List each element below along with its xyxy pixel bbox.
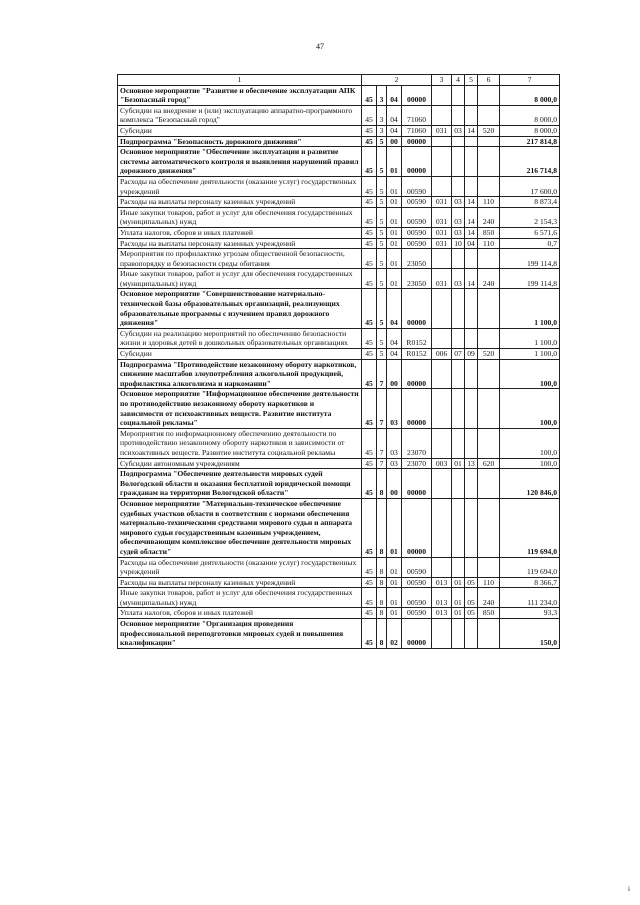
program-code-cell: 45	[362, 125, 377, 136]
subprogram-code-cell: 5	[377, 238, 387, 249]
amount-cell: 100,0	[500, 359, 560, 389]
amount-cell: 8 873,4	[500, 197, 560, 208]
department-cell	[432, 557, 452, 577]
row-name-cell: Подпрограмма "Безопасность дорожного движения"	[118, 136, 362, 147]
amount-cell: 100,0	[500, 428, 560, 458]
subsection-cell	[465, 328, 478, 348]
subsection-cell: 05	[465, 577, 478, 588]
activity-code-cell: 04	[387, 125, 402, 136]
subprogram-code-cell: 8	[377, 619, 387, 649]
expense-type-cell	[478, 498, 500, 557]
direction-code-cell: 00590	[402, 197, 432, 208]
subprogram-code-cell: 5	[377, 197, 387, 208]
direction-code-cell: 71060	[402, 105, 432, 125]
direction-code-cell: 00000	[402, 147, 432, 177]
section-cell: 03	[452, 207, 465, 227]
department-cell: 013	[432, 577, 452, 588]
subprogram-code-cell: 5	[377, 328, 387, 348]
program-code-cell: 45	[362, 588, 377, 608]
subprogram-code-cell: 5	[377, 269, 387, 289]
row-name-cell: Расходы на выплаты персоналу казенных учреждений	[118, 238, 362, 249]
table-row	[118, 269, 560, 289]
subprogram-code-cell: 3	[377, 85, 387, 105]
table-row	[118, 498, 560, 557]
direction-code-cell: 23070	[402, 428, 432, 458]
row-name-cell: Уплата налогов, сборов и иных платежей	[118, 227, 362, 238]
table-row	[118, 85, 560, 105]
direction-code-cell: 00590	[402, 577, 432, 588]
section-cell	[452, 85, 465, 105]
expense-type-cell: 110	[478, 197, 500, 208]
department-cell	[432, 147, 452, 177]
section-cell: 01	[452, 608, 465, 619]
activity-code-cell: 01	[387, 176, 402, 196]
activity-code-cell: 04	[387, 105, 402, 125]
row-name-cell: Уплата налогов, сборов и иных платежей	[118, 608, 362, 619]
subprogram-code-cell: 7	[377, 428, 387, 458]
table-row	[118, 328, 560, 348]
amount-cell: 1 100,0	[500, 349, 560, 360]
subsection-cell: 09	[465, 349, 478, 360]
department-cell: 013	[432, 588, 452, 608]
amount-cell: 217 814,8	[500, 136, 560, 147]
header-col-2: 2	[362, 75, 432, 86]
subprogram-code-cell: 5	[377, 176, 387, 196]
table-row	[118, 249, 560, 269]
program-code-cell: 45	[362, 498, 377, 557]
activity-code-cell: 02	[387, 619, 402, 649]
subprogram-code-cell: 8	[377, 577, 387, 588]
program-code-cell: 45	[362, 269, 377, 289]
direction-code-cell: R0152	[402, 328, 432, 348]
expense-type-cell	[478, 469, 500, 499]
expense-type-cell: 850	[478, 227, 500, 238]
table-row	[118, 197, 560, 208]
subprogram-code-cell: 7	[377, 458, 387, 469]
section-cell	[452, 105, 465, 125]
department-cell	[432, 619, 452, 649]
section-cell: 01	[452, 577, 465, 588]
department-cell	[432, 176, 452, 196]
subprogram-code-cell: 3	[377, 105, 387, 125]
header-col-7: 7	[500, 75, 560, 86]
direction-code-cell: 00590	[402, 176, 432, 196]
page-number: 47	[316, 42, 324, 51]
amount-cell: 216 714,8	[500, 147, 560, 177]
row-name-cell: Субсидии автономным учреждениям	[118, 458, 362, 469]
row-name-cell: Иные закупки товаров, работ и услуг для обеспечения государственных (муниципальных) нужд	[118, 207, 362, 227]
amount-cell: 1 100,0	[500, 328, 560, 348]
program-code-cell: 45	[362, 359, 377, 389]
expense-type-cell: 240	[478, 588, 500, 608]
expense-type-cell: 240	[478, 207, 500, 227]
table-row	[118, 588, 560, 608]
direction-code-cell: 00000	[402, 619, 432, 649]
row-name-cell: Субсидии на внедрение и (или) эксплуатацию аппаратно-программного комплекса "Безопасный город"	[118, 105, 362, 125]
subsection-cell: 05	[465, 588, 478, 608]
subsection-cell	[465, 428, 478, 458]
table-row	[118, 136, 560, 147]
section-cell	[452, 136, 465, 147]
subsection-cell	[465, 498, 478, 557]
department-cell	[432, 428, 452, 458]
table-body	[118, 85, 560, 648]
row-name-cell: Основное мероприятие "Развитие и обеспечение эксплуатации АПК "Безопасный город"	[118, 85, 362, 105]
row-name-cell: Мероприятия по профилактике угрозам общественной безопасности, правопорядку и безопасности среды обитания	[118, 249, 362, 269]
section-cell: 03	[452, 197, 465, 208]
expense-type-cell	[478, 428, 500, 458]
amount-cell: 0,7	[500, 238, 560, 249]
expense-type-cell	[478, 289, 500, 328]
subsection-cell	[465, 147, 478, 177]
subsection-cell	[465, 136, 478, 147]
expense-type-cell	[478, 557, 500, 577]
program-code-cell: 45	[362, 227, 377, 238]
header-col-1: 1	[118, 75, 362, 86]
section-cell	[452, 328, 465, 348]
table-row	[118, 428, 560, 458]
section-cell	[452, 557, 465, 577]
department-cell	[432, 498, 452, 557]
subprogram-code-cell: 3	[377, 125, 387, 136]
section-cell: 01	[452, 588, 465, 608]
activity-code-cell: 03	[387, 389, 402, 428]
expense-type-cell	[478, 105, 500, 125]
program-code-cell: 45	[362, 147, 377, 177]
program-code-cell: 45	[362, 428, 377, 458]
activity-code-cell: 00	[387, 469, 402, 499]
direction-code-cell: 00000	[402, 289, 432, 328]
department-cell: 031	[432, 207, 452, 227]
activity-code-cell: 01	[387, 557, 402, 577]
program-code-cell: 45	[362, 238, 377, 249]
expense-type-cell	[478, 328, 500, 348]
subprogram-code-cell: 8	[377, 469, 387, 499]
table-row	[118, 125, 560, 136]
amount-cell: 199 114,8	[500, 249, 560, 269]
activity-code-cell: 01	[387, 227, 402, 238]
amount-cell: 119 694,0	[500, 498, 560, 557]
section-cell	[452, 469, 465, 499]
section-cell	[452, 249, 465, 269]
subsection-cell: 14	[465, 227, 478, 238]
expense-type-cell	[478, 147, 500, 177]
row-name-cell: Субсидии на реализацию мероприятий по обеспечению безопасности жизни и здоровья детей в дошкольных образовательных организациях	[118, 328, 362, 348]
subsection-cell	[465, 85, 478, 105]
expense-type-cell	[478, 176, 500, 196]
direction-code-cell: 23070	[402, 458, 432, 469]
row-name-cell: Основное мероприятие "Совершенствование материально-технической базы образовательных организаций, реализующих образовательные программы с изучением правил дорожного движения"	[118, 289, 362, 328]
direction-code-cell: 00590	[402, 227, 432, 238]
expense-type-cell: 110	[478, 577, 500, 588]
header-row	[118, 75, 560, 86]
subsection-cell: 14	[465, 269, 478, 289]
amount-cell: 8 000,0	[500, 85, 560, 105]
row-name-cell: Основное мероприятие "Материально-техническое обеспечение судебных участков области в соответствии с нормами обеспечения материально-техническими средствами мирового судьи и аппарата мирового судьи государственным казенным учреждением, обеспечивающим комплексное обеспечение деятельности мировых судей области"	[118, 498, 362, 557]
section-cell	[452, 289, 465, 328]
program-code-cell: 45	[362, 577, 377, 588]
expense-type-cell	[478, 249, 500, 269]
table-row	[118, 238, 560, 249]
subsection-cell	[465, 289, 478, 328]
subsection-cell: 04	[465, 238, 478, 249]
amount-cell: 17 600,0	[500, 176, 560, 196]
row-name-cell: Расходы на обеспечение деятельности (оказание услуг) государственных учреждений	[118, 557, 362, 577]
direction-code-cell: 00590	[402, 608, 432, 619]
department-cell	[432, 359, 452, 389]
expense-type-cell	[478, 136, 500, 147]
subprogram-code-cell: 5	[377, 249, 387, 269]
direction-code-cell: 71060	[402, 125, 432, 136]
subsection-cell	[465, 557, 478, 577]
subprogram-code-cell: 5	[377, 289, 387, 328]
program-code-cell: 45	[362, 207, 377, 227]
amount-cell: 8 000,0	[500, 105, 560, 125]
subsection-cell: 14	[465, 125, 478, 136]
department-cell: 013	[432, 608, 452, 619]
activity-code-cell: 04	[387, 328, 402, 348]
direction-code-cell: 23050	[402, 269, 432, 289]
table-row	[118, 207, 560, 227]
subsection-cell	[465, 389, 478, 428]
subsection-cell	[465, 249, 478, 269]
subsection-cell: 13	[465, 458, 478, 469]
table-row	[118, 349, 560, 360]
table-row	[118, 469, 560, 499]
subprogram-code-cell: 8	[377, 498, 387, 557]
subsection-cell	[465, 469, 478, 499]
program-code-cell: 45	[362, 105, 377, 125]
amount-cell: 1 100,0	[500, 289, 560, 328]
program-code-cell: 45	[362, 176, 377, 196]
department-cell: 003	[432, 458, 452, 469]
subprogram-code-cell: 5	[377, 207, 387, 227]
section-cell	[452, 147, 465, 177]
section-cell	[452, 359, 465, 389]
amount-cell: 8 000,0	[500, 125, 560, 136]
table-row	[118, 176, 560, 196]
expense-type-cell: 620	[478, 458, 500, 469]
activity-code-cell: 04	[387, 85, 402, 105]
program-code-cell: 45	[362, 249, 377, 269]
activity-code-cell: 01	[387, 608, 402, 619]
subsection-cell: 14	[465, 207, 478, 227]
direction-code-cell: 00000	[402, 85, 432, 105]
amount-cell: 111 234,0	[500, 588, 560, 608]
subprogram-code-cell: 5	[377, 349, 387, 360]
amount-cell: 199 114,8	[500, 269, 560, 289]
program-code-cell: 45	[362, 349, 377, 360]
amount-cell: 8 366,7	[500, 577, 560, 588]
section-cell: 03	[452, 227, 465, 238]
program-code-cell: 45	[362, 289, 377, 328]
expense-type-cell: 520	[478, 125, 500, 136]
program-code-cell: 45	[362, 469, 377, 499]
header-col-5: 5	[465, 75, 478, 86]
activity-code-cell: 03	[387, 458, 402, 469]
row-name-cell: Иные закупки товаров, работ и услуг для обеспечения государственных (муниципальных) нужд	[118, 588, 362, 608]
subprogram-code-cell: 7	[377, 359, 387, 389]
department-cell	[432, 249, 452, 269]
row-name-cell: Иные закупки товаров, работ и услуг для обеспечения государственных (муниципальных) нужд	[118, 269, 362, 289]
subsection-cell	[465, 176, 478, 196]
program-code-cell: 45	[362, 619, 377, 649]
department-cell: 031	[432, 125, 452, 136]
table-row	[118, 458, 560, 469]
amount-cell: 150,0	[500, 619, 560, 649]
subprogram-code-cell: 8	[377, 557, 387, 577]
subprogram-code-cell: 5	[377, 136, 387, 147]
subsection-cell: 14	[465, 197, 478, 208]
activity-code-cell: 01	[387, 197, 402, 208]
section-cell: 10	[452, 238, 465, 249]
activity-code-cell: 04	[387, 289, 402, 328]
subsection-cell: 05	[465, 608, 478, 619]
department-cell: 031	[432, 269, 452, 289]
program-code-cell: 45	[362, 328, 377, 348]
department-cell	[432, 85, 452, 105]
row-name-cell: Субсидии	[118, 125, 362, 136]
section-cell	[452, 498, 465, 557]
subprogram-code-cell: 5	[377, 147, 387, 177]
department-cell: 031	[432, 227, 452, 238]
activity-code-cell: 04	[387, 349, 402, 360]
amount-cell: 119 694,0	[500, 557, 560, 577]
table-row	[118, 557, 560, 577]
program-code-cell: 45	[362, 458, 377, 469]
department-cell	[432, 328, 452, 348]
direction-code-cell: 00000	[402, 136, 432, 147]
activity-code-cell: 01	[387, 147, 402, 177]
direction-code-cell: 00590	[402, 207, 432, 227]
expense-type-cell: 110	[478, 238, 500, 249]
table-row	[118, 105, 560, 125]
page-tail-mark: i	[628, 885, 630, 893]
direction-code-cell: 00590	[402, 588, 432, 608]
amount-cell: 2 154,3	[500, 207, 560, 227]
program-code-cell: 45	[362, 557, 377, 577]
table-row	[118, 289, 560, 328]
activity-code-cell: 01	[387, 238, 402, 249]
row-name-cell: Расходы на выплаты персоналу казенных учреждений	[118, 197, 362, 208]
activity-code-cell: 01	[387, 588, 402, 608]
activity-code-cell: 01	[387, 498, 402, 557]
subprogram-code-cell: 8	[377, 608, 387, 619]
direction-code-cell: 00590	[402, 557, 432, 577]
subprogram-code-cell: 7	[377, 389, 387, 428]
expense-type-cell: 240	[478, 269, 500, 289]
direction-code-cell: 23050	[402, 249, 432, 269]
budget-table-container	[117, 74, 559, 649]
department-cell	[432, 105, 452, 125]
activity-code-cell: 00	[387, 359, 402, 389]
department-cell: 031	[432, 238, 452, 249]
department-cell	[432, 136, 452, 147]
table-row	[118, 147, 560, 177]
table-row	[118, 619, 560, 649]
amount-cell: 100,0	[500, 389, 560, 428]
budget-table	[117, 74, 560, 649]
subsection-cell	[465, 619, 478, 649]
subsection-cell	[465, 105, 478, 125]
subprogram-code-cell: 5	[377, 227, 387, 238]
row-name-cell: Подпрограмма "Обеспечение деятельности мировых судей Вологодской области и оказания бесплатной юридической помощи гражданам на территории Вологодской области"	[118, 469, 362, 499]
section-cell	[452, 389, 465, 428]
amount-cell: 6 571,6	[500, 227, 560, 238]
table-row	[118, 359, 560, 389]
program-code-cell: 45	[362, 197, 377, 208]
subprogram-code-cell: 8	[377, 588, 387, 608]
row-name-cell: Мероприятия по информационному обеспечению деятельности по противодействию незаконному обороту наркотиков и зависимости от психоактивных веществ. Развитие института социальной рекламы	[118, 428, 362, 458]
section-cell: 01	[452, 458, 465, 469]
row-name-cell: Субсидии	[118, 349, 362, 360]
department-cell	[432, 389, 452, 428]
activity-code-cell: 01	[387, 249, 402, 269]
expense-type-cell	[478, 359, 500, 389]
row-name-cell: Основное мероприятие "Обеспечение эксплуатации и развитие системы автоматического контроля и выявления нарушений правил дорожного движения"	[118, 147, 362, 177]
program-code-cell: 45	[362, 389, 377, 428]
table-row	[118, 608, 560, 619]
expense-type-cell	[478, 389, 500, 428]
activity-code-cell: 03	[387, 428, 402, 458]
header-col-3: 3	[432, 75, 452, 86]
direction-code-cell: 00000	[402, 469, 432, 499]
program-code-cell: 45	[362, 85, 377, 105]
section-cell: 07	[452, 349, 465, 360]
header-col-4: 4	[452, 75, 465, 86]
row-name-cell: Подпрограмма "Противодействие незаконному обороту наркотиков, снижение масштабов злоупотребления алкогольной продукцией, профилактика алкоголизма и наркомании"	[118, 359, 362, 389]
section-cell: 03	[452, 269, 465, 289]
activity-code-cell: 01	[387, 207, 402, 227]
direction-code-cell: 00590	[402, 238, 432, 249]
table-row	[118, 227, 560, 238]
amount-cell: 93,3	[500, 608, 560, 619]
amount-cell: 100,0	[500, 458, 560, 469]
activity-code-cell: 01	[387, 577, 402, 588]
direction-code-cell: R0152	[402, 349, 432, 360]
department-cell: 006	[432, 349, 452, 360]
table-row	[118, 577, 560, 588]
program-code-cell: 45	[362, 608, 377, 619]
department-cell	[432, 289, 452, 328]
department-cell	[432, 469, 452, 499]
program-code-cell: 45	[362, 136, 377, 147]
row-name-cell: Основное мероприятие "Информационное обеспечение деятельности по противодействию незаконному обороту наркотиков и зависимости от психоактивных веществ. Развитие института социальной рекламы"	[118, 389, 362, 428]
row-name-cell: Расходы на выплаты персоналу казенных учреждений	[118, 577, 362, 588]
row-name-cell: Расходы на обеспечение деятельности (оказание услуг) государственных учреждений	[118, 176, 362, 196]
table-row	[118, 389, 560, 428]
direction-code-cell: 00000	[402, 389, 432, 428]
expense-type-cell	[478, 85, 500, 105]
activity-code-cell: 00	[387, 136, 402, 147]
expense-type-cell: 520	[478, 349, 500, 360]
section-cell: 03	[452, 125, 465, 136]
subsection-cell	[465, 359, 478, 389]
section-cell	[452, 619, 465, 649]
expense-type-cell	[478, 619, 500, 649]
activity-code-cell: 01	[387, 269, 402, 289]
row-name-cell: Основное мероприятие "Организация проведения профессиональной переподготовки мировых судей и повышения квалификации"	[118, 619, 362, 649]
expense-type-cell: 850	[478, 608, 500, 619]
direction-code-cell: 00000	[402, 498, 432, 557]
section-cell	[452, 176, 465, 196]
amount-cell: 120 846,0	[500, 469, 560, 499]
section-cell	[452, 428, 465, 458]
department-cell: 031	[432, 197, 452, 208]
direction-code-cell: 00000	[402, 359, 432, 389]
header-col-6: 6	[478, 75, 500, 86]
